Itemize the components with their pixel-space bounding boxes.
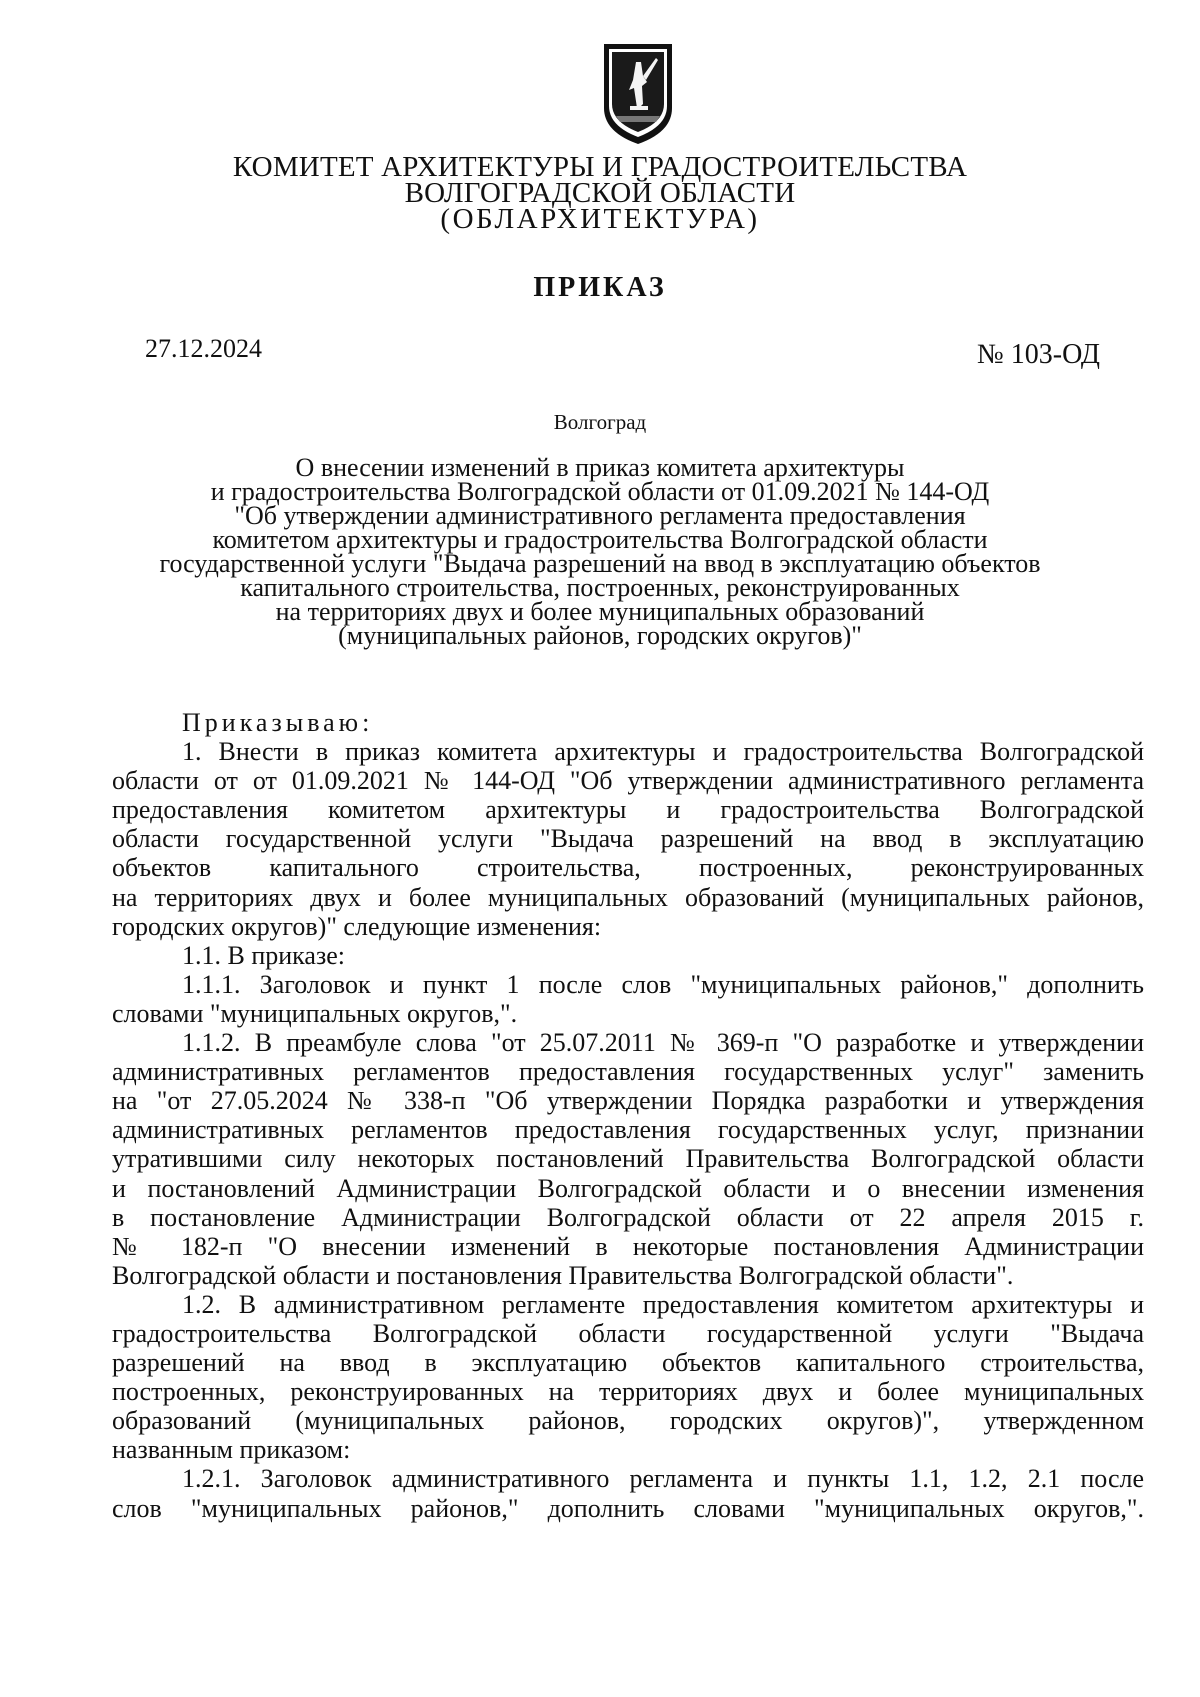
body-text-line: и постановлений Администрации Волгоградской области и о внесении изменения [112,1173,1144,1203]
city-name: Волгоград [553,410,647,434]
body-text-line: 1.2. В административном регламенте предоставления комитетом архитектуры и [182,1289,1144,1319]
subject-line: комитетом архитектуры и градостроительства Волгоградской области [212,525,988,554]
body-text-line: разрешений на ввод в эксплуатацию объектов капитального строительства, [112,1348,1144,1378]
coat-of-arms-icon [600,42,676,146]
body-text-line: в постановление Администрации Волгоградской области от 22 апреля 2015 г. [112,1202,1144,1232]
body-text-line: № 182-п "О внесении изменений в некоторые постановления Администрации [112,1231,1144,1261]
body-text-line: административных регламентов предоставления государственных услуг" заменить [112,1057,1144,1087]
document-type-title: ПРИКАЗ [533,272,667,303]
body-text-line: области от от 01.09.2021 № 144-ОД "Об утверждении административного регламента [112,766,1144,796]
subject-line: государственной услуги "Выдача разрешений на ввод в эксплуатацию объектов [159,549,1041,578]
document-body [112,708,1144,1523]
body-text-line: названным приказом: [112,1435,351,1465]
body-text-line: на территориях двух и более муниципальных образований (муниципальных районов, [112,882,1144,912]
subject-line: на территориях двух и более муниципальных образований [275,597,925,626]
document-subject [0,453,1200,650]
body-text-line: административных регламентов предоставления государственных услуг, признании [112,1115,1144,1145]
body-text-line: образований (муниципальных районов, городских округов)", утвержденном [112,1406,1144,1436]
body-text-line: утратившими силу некоторых постановлений Правительства Волгоградской области [112,1144,1144,1174]
subject-line: капитального строительства, построенных, реконструированных [240,573,960,602]
subject-line: О внесении изменений в приказ комитета архитектуры [295,453,905,482]
body-text-line: 1.1. В приказе: [182,940,345,970]
body-text-line: 1. Внести в приказ комитета архитектуры и градостроительства Волгоградской [182,737,1144,767]
subject-line: (муниципальных районов, городских округов)" [338,621,862,650]
organization-abbreviation: (ОБЛАРХИТЕКТУРА) [440,203,760,235]
body-text-line: области государственной услуги "Выдача разрешений на ввод в эксплуатацию [112,824,1144,854]
subject-line: "Об утверждении административного регламента предоставления [234,501,966,530]
body-text-line: слов "муниципальных районов," дополнить словами "муниципальных округов,". [112,1493,1144,1523]
document-date: 27.12.2024 [145,334,262,363]
body-text-line: городских округов)" следующие изменения: [112,911,602,941]
body-text-line: на "от 27.05.2024 № 338-п "Об утверждении Порядка разработки и утверждения [112,1086,1144,1116]
organization-name-line-1: КОМИТЕТ АРХИТЕКТУРЫ И ГРАДОСТРОИТЕЛЬСТВА [232,151,968,183]
body-text-line: градостроительства Волгоградской области государственной услуги "Выдача [112,1318,1144,1348]
body-text-line: 1.1.2. В преамбуле слова "от 25.07.2011 № 369-п "О разработке и утверждении [182,1028,1144,1058]
document-number: № 103-ОД [977,339,1100,370]
body-text-line: словами "муниципальных округов,". [112,998,518,1028]
body-text-line: 1.2.1. Заголовок административного регламента и пункты 1.1, 1.2, 2.1 после [182,1464,1144,1494]
order-directive-word: Приказываю: [182,708,374,737]
body-text-line: 1.1.1. Заголовок и пункт 1 после слов "муниципальных районов," дополнить [182,969,1144,999]
subject-line: и градостроительства Волгоградской области от 01.09.2021 № 144-ОД [210,477,990,506]
body-text-line: объектов капитального строительства, построенных, реконструированных [112,853,1144,883]
organization-name-line-2: ВОЛГОГРАДСКОЙ ОБЛАСТИ [404,177,796,209]
body-text-line: предоставления комитетом архитектуры и градостроительства Волгоградской [112,795,1144,825]
body-text-line: Волгоградской области и постановления Правительства Волгоградской области". [112,1260,1014,1290]
body-text-line: построенных, реконструированных на территориях двух и более муниципальных [112,1377,1144,1407]
